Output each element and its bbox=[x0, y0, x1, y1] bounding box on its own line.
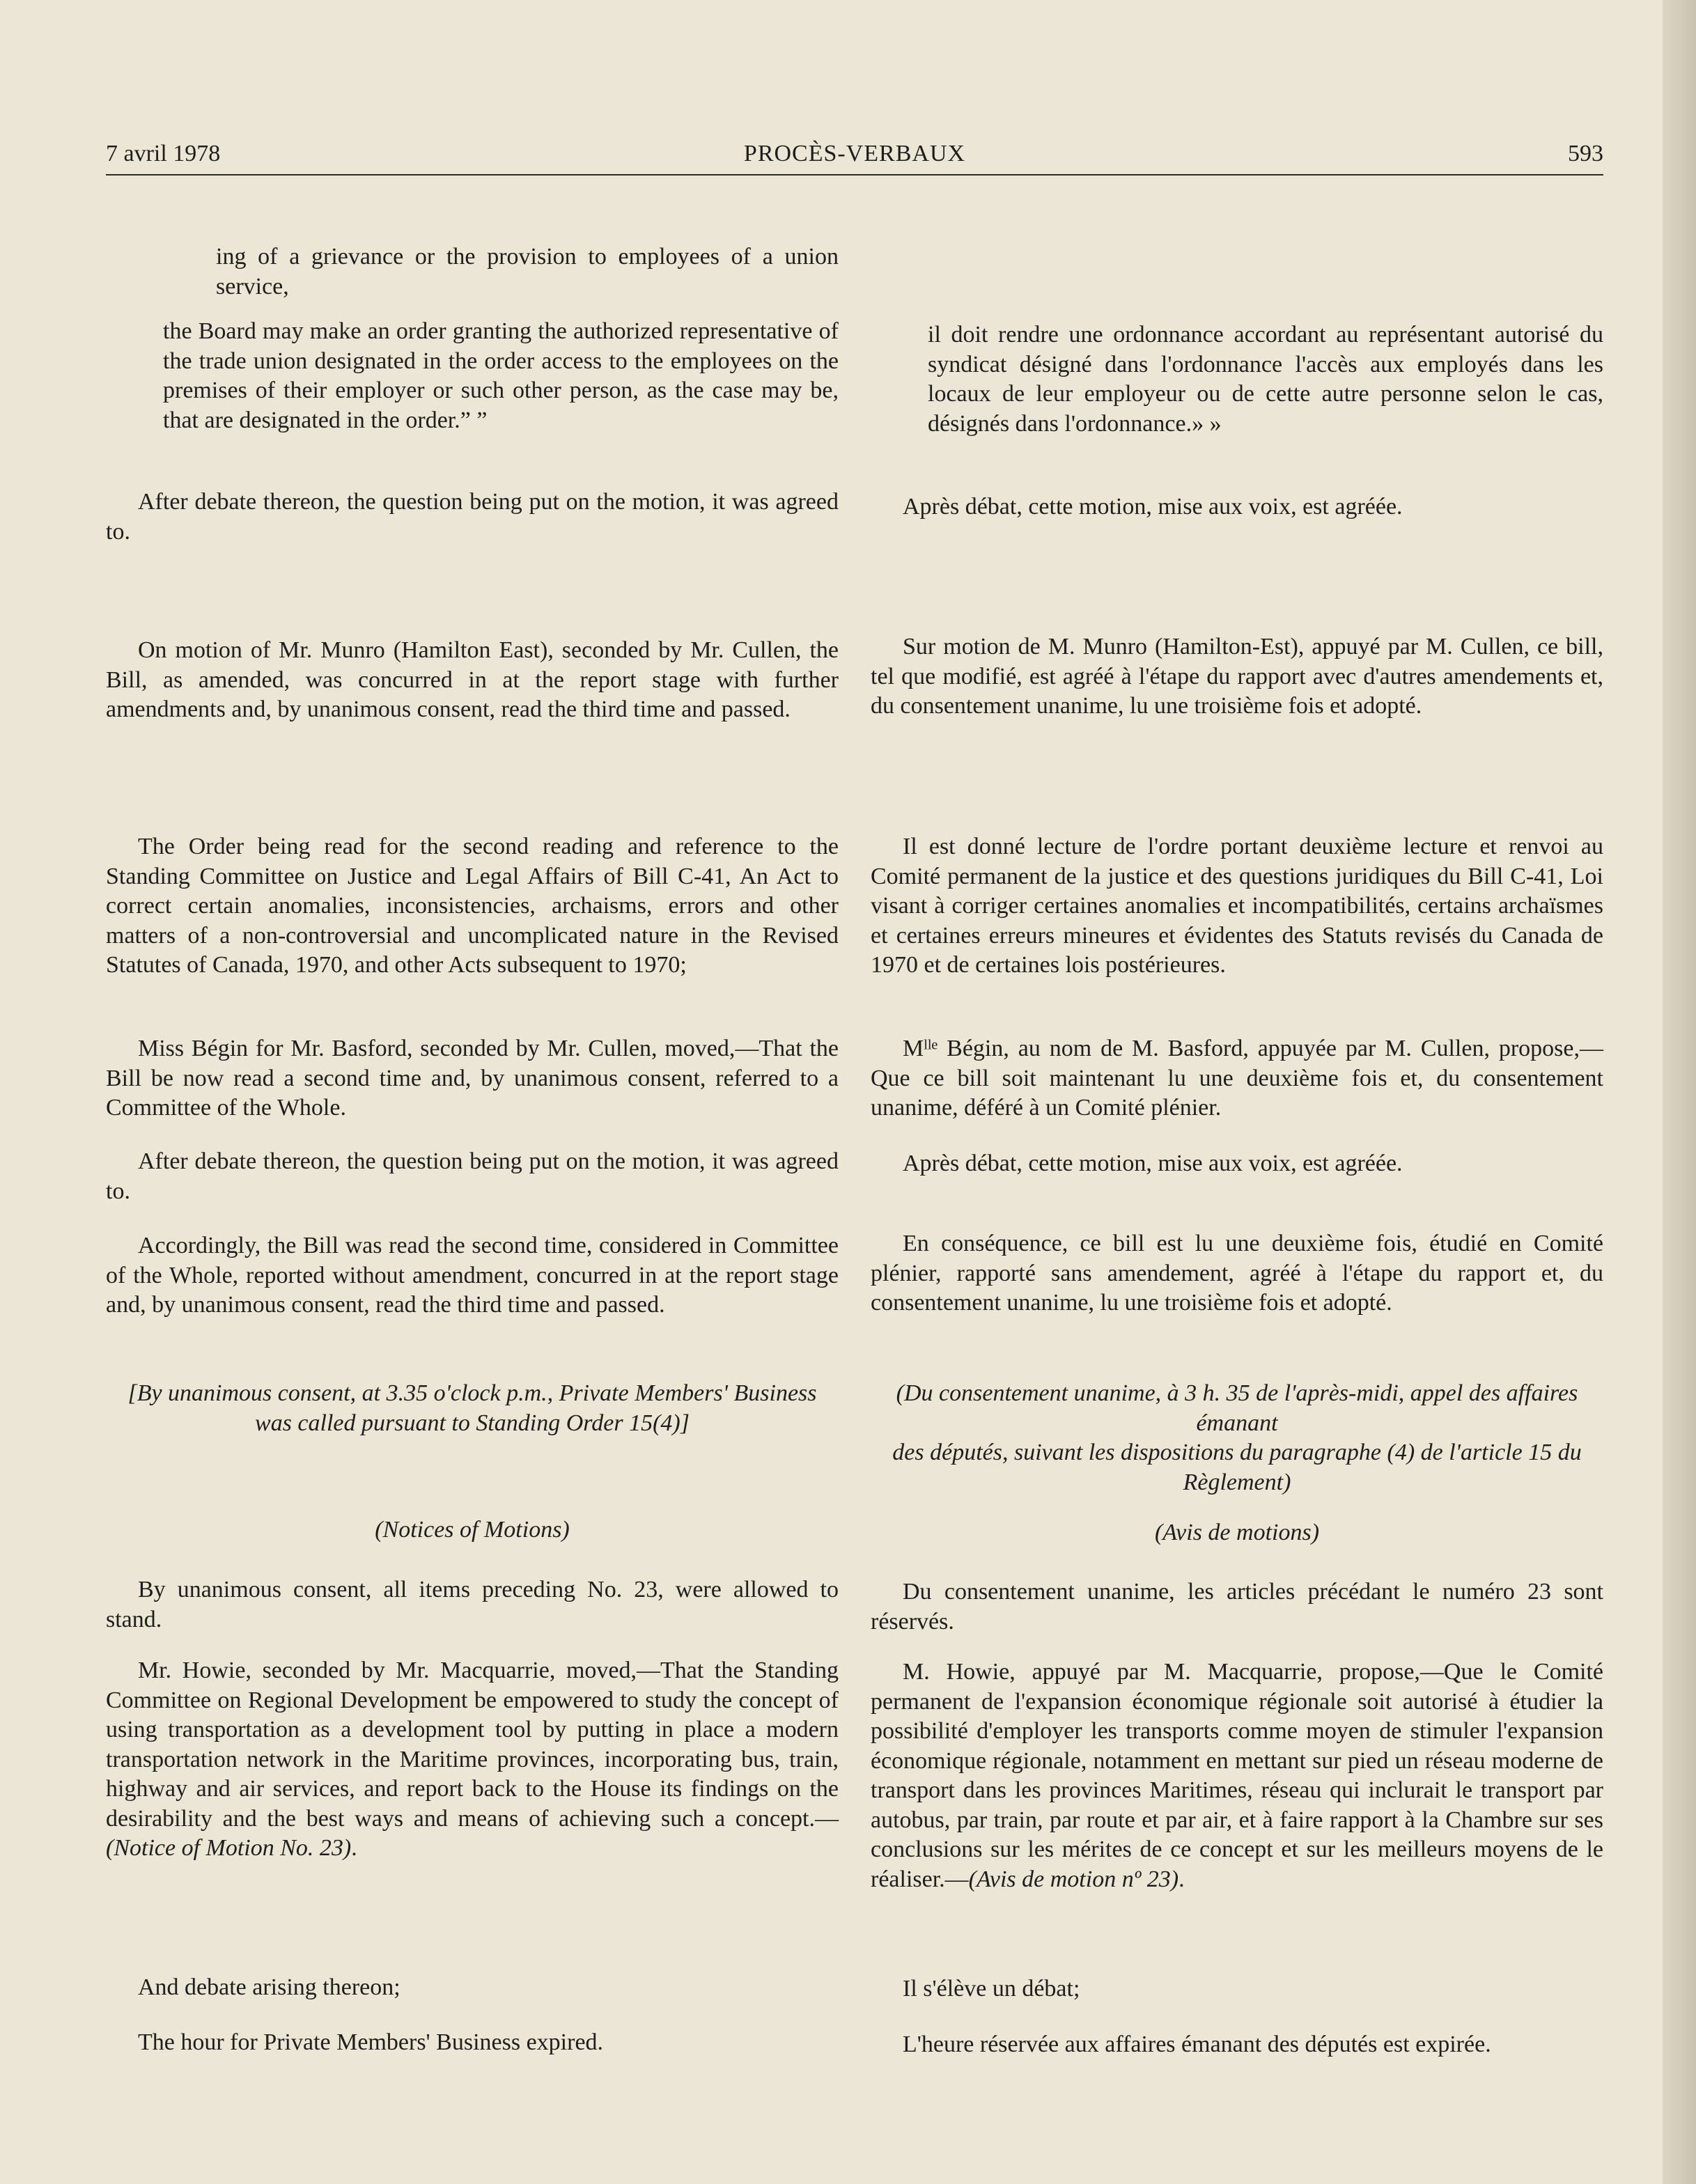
debat-resultat-2: Après débat, cette motion, mise aux voix, est agréée. bbox=[903, 1150, 1403, 1176]
articles-reserves: Du consentement unanime, les articles précédant le numéro 23 sont réservés. bbox=[871, 1579, 1603, 1635]
accordingly-paragraph: Accordingly, the Bill was read the second time, considered in Committee of the Whole, reported without amendment, concurred in at the report stage and, by unanimous consent, read the third time and passed. bbox=[106, 1233, 839, 1318]
begin-motion-fr bbox=[871, 1034, 1603, 1123]
howie-motion-fr-text: M. Howie, appuyé par M. Macquarrie, propose,—Que le Comité permanent de l'expansion économique régionale soit autorisé à étudier la possibilité d'employer les transports comme moyen de stimuler l'expansion économique régionale, notamment en mettant sur pied un réseau moderne de transport dans les provinces Maritimes, réseau qui inclurait le transport par autobus, par train, par route et par air, et à faire rapport à la Chambre sur ses conclusions sur les mérites de ce concept et sur les meilleurs moyens de le réaliser.— bbox=[871, 1659, 1603, 1892]
board-order-quote: the Board may make an order granting the authorized representative of the trade union designated in the order access to the employees on the premises of their employer or such other person, as the case may be, that are designated in the order.” ” bbox=[163, 318, 839, 433]
debate-result-2: After debate thereon, the question being put on the motion, it was agreed to. bbox=[106, 1148, 839, 1204]
hour-expired: The hour for Private Members' Business expired. bbox=[138, 2029, 604, 2055]
debat-eleve: Il s'élève un débat; bbox=[903, 1976, 1080, 2002]
heure-expiree: L'heure réservée aux affaires émanant des députés est expirée. bbox=[903, 2031, 1491, 2057]
debate-arising: And debate arising thereon; bbox=[138, 1974, 400, 2000]
avis-heading: (Avis de motions) bbox=[1154, 1520, 1320, 1545]
notices-heading: (Notices of Motions) bbox=[375, 1517, 570, 1543]
begin-title: Mˡˡᵉ bbox=[903, 1036, 938, 1061]
quote-tail: ing of a grievance or the provision to employees of a union service, bbox=[216, 244, 839, 299]
ordre-bill-c41: Il est donné lecture de l'ordre portant deuxième lecture et renvoi au Comité permanent de la justice et des questions juridiques du Bill C-41, Loi visant à corriger certaines anomalies et incompatibilités, certains archaïsmes et certaines erreurs mineures et évidentes des Statuts revisés du Canada de 1970 et de certaines lois postérieures. bbox=[871, 834, 1603, 978]
debate-result-1: After debate thereon, the question being put on the motion, it was agreed to. bbox=[106, 489, 839, 545]
unanime-note-1: (Du consentement unanime, à 3 h. 35 de l'après-midi, appel des affaires émanant bbox=[896, 1380, 1578, 1436]
howie-motion-fr bbox=[871, 1658, 1603, 1894]
running-header bbox=[106, 136, 1603, 173]
consequence-paragraph: En conséquence, ce bill est lu une deuxième fois, étudié en Comité plénier, rapporté sans amendement, agréé à l'étape du rapport et, du consentement unanime, lu une troisième fois et adopté. bbox=[871, 1231, 1603, 1316]
header-date: 7 avril 1978 bbox=[106, 141, 221, 166]
page-number: 593 bbox=[1568, 141, 1603, 166]
header-rule bbox=[106, 174, 1603, 176]
howie-motion bbox=[106, 1656, 839, 1864]
unanimous-consent-note: [By unanimous consent, at 3.35 o'clock p.m., Private Members' Business was called pursuant to Standing Order 15(4)] bbox=[127, 1380, 817, 1436]
howie-motion-ref: (Notice of Motion No. 23) bbox=[106, 1835, 352, 1861]
howie-motion-end: . bbox=[351, 1835, 357, 1861]
debat-resultat-1: Après débat, cette motion, mise aux voix, est agréée. bbox=[903, 494, 1403, 520]
ordonnance-quote: il doit rendre une ordonnance accordant au représentant autorisé du syndicat désigné dans l'ordonnance l'accès aux employés dans les locaux de leur employeur ou de cette autre personne selon le cas, désignés dans l'ordonnance.» » bbox=[928, 322, 1603, 437]
items-stand: By unanimous consent, all items preceding No. 23, were allowed to stand. bbox=[106, 1577, 839, 1632]
munro-motion-fr: Sur motion de M. Munro (Hamilton-Est), appuyé par M. Cullen, ce bill, tel que modifié, est agréé à l'étape du rapport avec d'autres amendements et, du consentement unanime, lu une troisième fois et adopté. bbox=[871, 634, 1603, 719]
begin-motion: Miss Bégin for Mr. Basford, seconded by Mr. Cullen, moved,—That the Bill be now read a second time and, by unanimous consent, referred to a Committee of the Whole. bbox=[106, 1036, 839, 1121]
header-title: PROCÈS-VERBAUX bbox=[743, 141, 966, 166]
munro-motion: On motion of Mr. Munro (Hamilton East), seconded by Mr. Cullen, the Bill, as amended, was concurred in at the report stage with further amendments and, by unanimous consent, read the third time and passed. bbox=[106, 637, 839, 722]
howie-motion-text: Mr. Howie, seconded by Mr. Macquarrie, moved,—That the Standing Committee on Regional Development be empowered to study the concept of using transportation as a development tool by putting in place a modern transportation network in the Maritime provinces, incorporating bus, train, highway and air services, and report back to the House its findings on the desirability and the best ways and means of achieving such a concept.— bbox=[106, 1658, 839, 1832]
unanime-note-2: des députés, suivant les dispositions du paragraphe (4) de l'article 15 du Règlement) bbox=[892, 1440, 1582, 1495]
page-edge bbox=[1663, 0, 1696, 2184]
howie-motion-fr-end: . bbox=[1178, 1866, 1185, 1892]
order-bill-c41: The Order being read for the second reading and reference to the Standing Committee on Justice and Legal Affairs of Bill C-41, An Act to correct certain anomalies, inconsistencies, archaisms, errors and other matters of a non-controversial and uncomplicated nature in the Revised Statutes of Canada, 1970, and other Acts subsequent to 1970; bbox=[106, 834, 839, 978]
howie-motion-fr-ref: (Avis de motion nº 23) bbox=[968, 1866, 1179, 1892]
begin-motion-text: Bégin, au nom de M. Basford, appuyée par M. Cullen, propose,—Que ce bill soit maintenant lu une deuxième fois et, du consentement unanime, déféré à un Comité plénier. bbox=[871, 1036, 1603, 1121]
